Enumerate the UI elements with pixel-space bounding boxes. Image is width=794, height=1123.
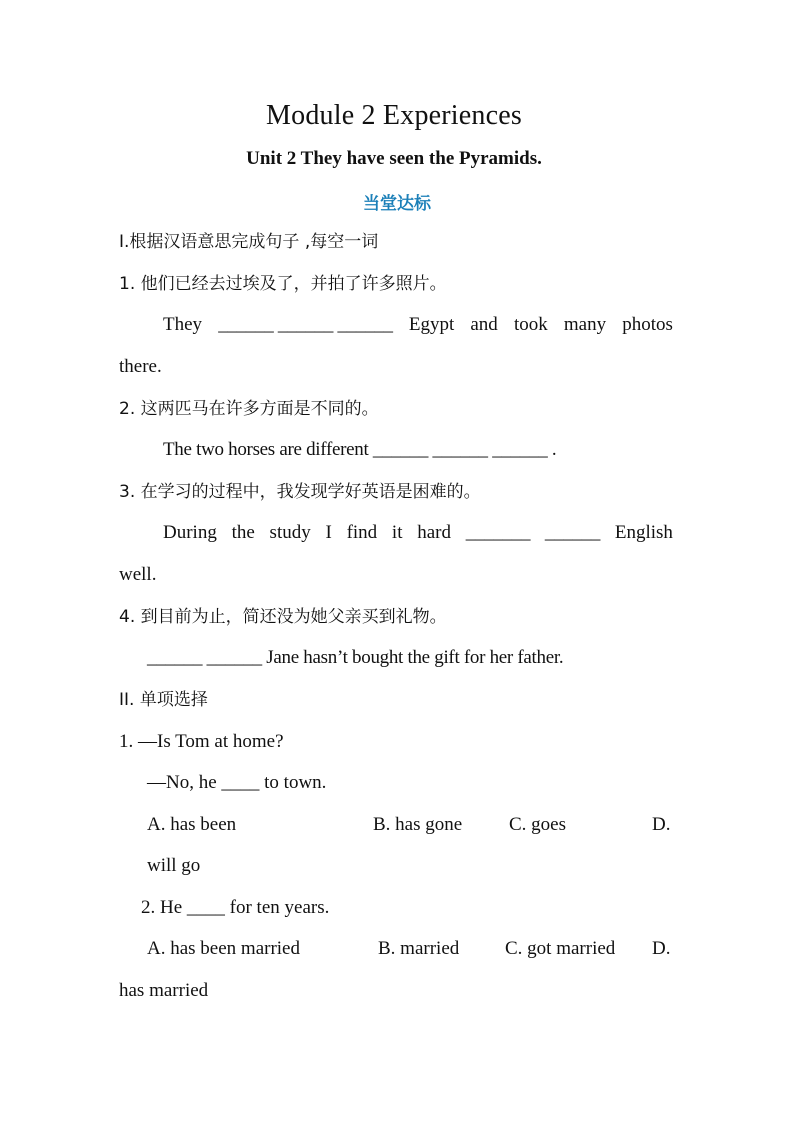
part2-q1-option-a: A. has been — [147, 814, 237, 835]
part2-q1-option-d: D. — [652, 814, 671, 835]
word: and — [470, 314, 498, 335]
part2-q1-reply: —No, he ____ to town. — [147, 772, 327, 793]
part2-q1-option-d-continued: will go — [147, 855, 201, 876]
word: hard — [417, 522, 451, 543]
part2-q1-option-b: B. has gone — [373, 814, 463, 835]
part2-q2-option-c: C. got married — [505, 938, 616, 959]
word: study — [269, 522, 311, 543]
part2-q1-stem: 1. —Is Tom at home? — [119, 731, 284, 752]
word: the — [231, 522, 255, 543]
word: I — [325, 522, 332, 543]
part1-q1-english — [163, 313, 673, 337]
part1-q2-english: The two horses are different ______ ______ ______ . — [163, 439, 557, 460]
part2-heading: II. 单项选择 — [119, 690, 208, 710]
word: Egypt — [408, 314, 455, 335]
part2-q2-stem: 2. He ____ for ten years. — [141, 897, 330, 918]
part1-q4-chinese: 4. 到目前为止，简还没为她父亲买到礼物。 — [119, 607, 447, 627]
part2-q1-option-c: C. goes — [509, 814, 566, 835]
part1-q2-chinese: 2. 这两匹马在许多方面是不同的。 — [119, 399, 379, 419]
page-title: Module 2 Experiences — [266, 100, 522, 131]
part1-q1-english-continued: there. — [119, 356, 162, 377]
word: English — [614, 522, 673, 543]
word: They — [163, 314, 203, 335]
section-heading: 当堂达标 — [363, 194, 431, 214]
part1-q1-chinese: 1. 他们已经去过埃及了，并拍了许多照片。 — [119, 274, 447, 294]
part2-q2-option-d-continued: has married — [119, 980, 209, 1001]
part2-q2-option-a: A. has been married — [147, 938, 300, 959]
part2-q2-option-b: B. married — [378, 938, 460, 959]
word: photos — [622, 314, 673, 335]
part1-heading: I.根据汉语意思完成句子 ,每空一词 — [119, 232, 379, 252]
word: During — [163, 522, 217, 543]
word: many — [563, 314, 607, 335]
word: find — [346, 522, 378, 543]
part2-q2-option-d: D. — [652, 938, 671, 959]
part1-q3-chinese: 3. 在学习的过程中，我发现学好英语是困难的。 — [119, 482, 481, 502]
answer-blank: _______ — [465, 522, 531, 543]
word: it — [391, 522, 403, 543]
part1-q3-english — [163, 521, 673, 545]
part1-q3-english-continued: well. — [119, 564, 157, 585]
word: took — [513, 314, 548, 335]
answer-blank: ______ — [544, 522, 601, 543]
part1-q4-english: ______ ______ Jane hasn’t bought the gift for her father. — [147, 647, 564, 668]
answer-blanks: ______ ______ ______ — [218, 314, 393, 335]
unit-subtitle: Unit 2 They have seen the Pyramids. — [246, 148, 542, 169]
